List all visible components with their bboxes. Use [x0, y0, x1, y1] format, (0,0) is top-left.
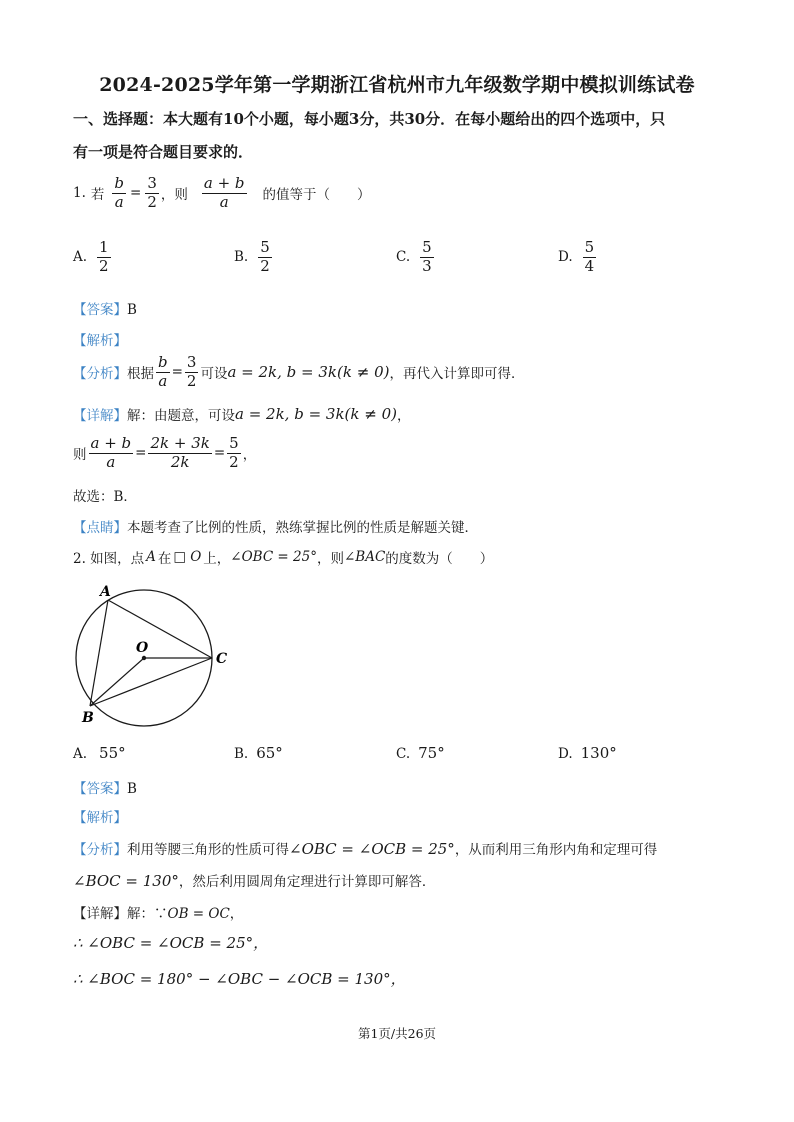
- segment-ob: [90, 658, 144, 706]
- section-heading-line2: 有一项是符合题目要求的．: [73, 143, 254, 161]
- q2-option-d[interactable]: D. 130°: [558, 744, 617, 762]
- segment-ab: [90, 600, 108, 706]
- answer-tag: 【答案】: [73, 781, 127, 797]
- stem-text: ，则: [160, 187, 188, 204]
- page-title: 2024-2025学年第一学期浙江省杭州市九年级数学期中模拟训练试卷: [99, 74, 695, 96]
- q1-option-a[interactable]: A. $\frac{1}{2}$: [73, 238, 109, 275]
- q1-analysis-tag: 【解析】: [73, 333, 127, 349]
- q1-solution: 则 $\frac{a + b}{a}$ = $\frac{2k + 3k}{2k}$ = $\frac{5}{2}$ ，: [73, 434, 257, 471]
- stem-text: 的值等于（ ）: [262, 187, 371, 204]
- q2-fenxi-line2: ∠BOC = 130°，然后利用圆周角定理进行计算即可解答．: [73, 872, 436, 890]
- condition-fraction: $\frac{b}{a}$: [114, 174, 124, 211]
- q2-step2: ∴ ∠BOC = 180° − ∠OBC − ∠OCB = 130°，: [73, 970, 406, 988]
- q1-option-b[interactable]: B. $\frac{5}{2}$: [234, 238, 270, 275]
- q1-choose: 故选：B．: [73, 489, 137, 505]
- circle-figure: [70, 578, 240, 728]
- center-point: [142, 656, 146, 660]
- q2-option-a[interactable]: A. 55°: [73, 744, 126, 762]
- page-footer: 第1页/共26页: [357, 1026, 437, 1041]
- q1-option-c[interactable]: C. $\frac{5}{3}$: [396, 238, 432, 275]
- segment-bc: [90, 658, 212, 706]
- q1-detail: 【详解】 解：由题意，可设 a = 2k, b = 3k(k ≠ 0) ，: [73, 405, 411, 424]
- stem-text: 若: [90, 187, 105, 204]
- label-b: B: [82, 710, 94, 726]
- q1-answer: [73, 298, 137, 318]
- q1-option-d[interactable]: D. $\frac{5}{4}$: [558, 238, 595, 275]
- condition-value: $\frac{3}{2}$: [147, 174, 157, 211]
- section-heading-line1: 一、选择题：本大题有10个小题，每小题3分，共30分．在每小题给出的四个选项中，只: [73, 110, 666, 128]
- question-1-stem: 1. 若 $\frac{b}{a}$ = $\frac{3}{2}$ ，则 $\frac{a + b}{a}$ 的值等于（ ）: [73, 174, 371, 211]
- q2-answer: [73, 777, 137, 797]
- question-2-stem: 2. 如图，点 A 在 □ O 上， ∠OBC = 25° ，则 ∠BAC 的度数为（ ）: [73, 549, 494, 567]
- label-c: C: [216, 651, 228, 667]
- question-number: 1.: [73, 185, 86, 202]
- q1-dianjing: 【点睛】本题考查了比例的性质，熟练掌握比例的性质是解题关键．: [73, 520, 478, 536]
- q2-step1: ∴ ∠OBC = ∠OCB = 25°，: [73, 934, 269, 952]
- q2-analysis-tag: 【解析】: [73, 810, 127, 826]
- answer-tag: 【答案】: [73, 302, 127, 318]
- label-a: A: [100, 584, 111, 600]
- expression-fraction: $\frac{a + b}{a}$: [203, 174, 245, 211]
- q2-option-b[interactable]: B. 65°: [234, 744, 283, 762]
- q2-fenxi-line1: 【分析】利用等腰三角形的性质可得∠OBC = ∠OCB = 25°，从而利用三角形内角和定理可得: [73, 840, 658, 858]
- q1-fenxi: 【分析】 根据 $\frac{b}{a}$ = $\frac{3}{2}$ 可设 a = 2k, b = 3k(k ≠ 0) ，再代入计算即可得．: [73, 353, 525, 390]
- answer-value: B: [127, 781, 137, 797]
- q2-detail: 【详解】解：∵OB = OC，: [73, 906, 244, 922]
- q2-option-c[interactable]: C. 75°: [396, 744, 445, 762]
- segment-ac: [108, 600, 212, 658]
- answer-value: B: [127, 302, 137, 318]
- label-o: O: [136, 640, 149, 656]
